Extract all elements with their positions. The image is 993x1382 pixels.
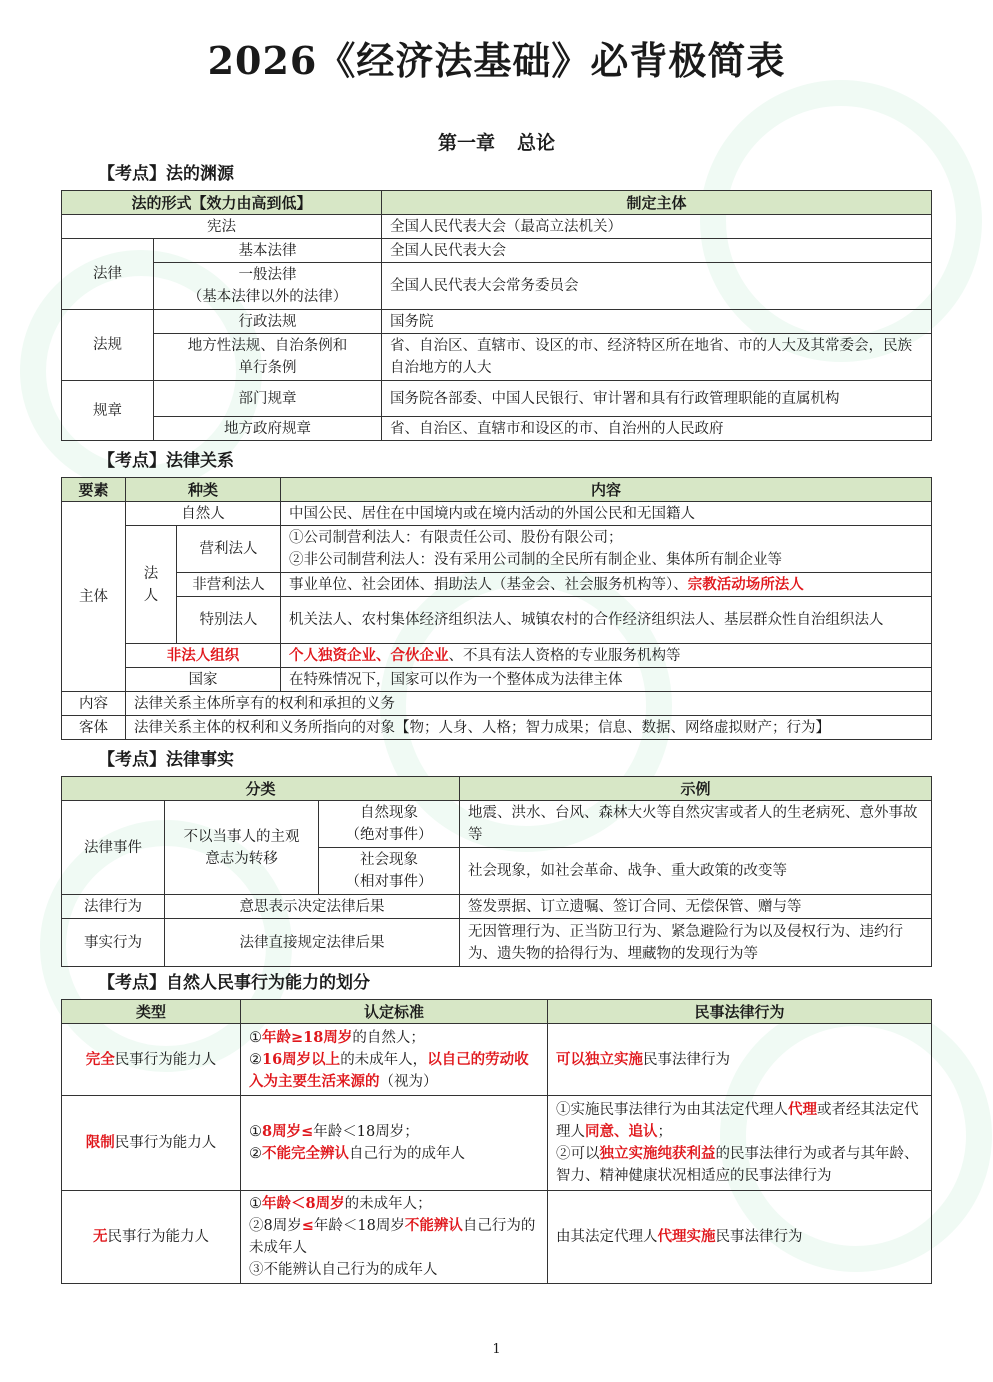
cell: 事实行为 — [62, 919, 165, 967]
cell: 全国人民代表大会常务委员会 — [382, 263, 932, 310]
cell: 客体 — [62, 716, 126, 740]
section-heading: 【考点】法的渊源 — [98, 164, 234, 184]
text: ① — [249, 1196, 262, 1212]
cell: 全国人民代表大会 — [382, 239, 932, 263]
cell: 营利法人 — [177, 526, 281, 573]
cell: 法律直接规定法律后果 — [165, 919, 460, 967]
cell: 在特殊情况下，国家可以作为一个整体成为法律主体 — [281, 668, 932, 692]
cell-line: 不以当事人的主观 — [183, 828, 300, 845]
cell — [165, 801, 319, 895]
highlight-text: 个人独资企业 — [289, 646, 377, 664]
highlight-text: 不能完全辨认 — [262, 1145, 349, 1162]
highlight-text: 16周岁以上 — [262, 1050, 341, 1068]
header-cell: 要素 — [62, 478, 126, 502]
text: ； — [657, 1124, 672, 1140]
highlight-text: 代理实施 — [657, 1228, 716, 1245]
table-row — [62, 895, 932, 919]
table-header-row — [62, 1000, 932, 1024]
cell: 全国人民代表大会（最高立法机关） — [382, 215, 932, 239]
header-cell: 认定标准 — [241, 1000, 548, 1024]
table-row — [62, 668, 932, 692]
text: ② — [249, 1146, 262, 1162]
table-row — [62, 1191, 932, 1284]
page-number: 1 — [492, 1342, 501, 1357]
cell-line — [249, 1049, 539, 1093]
cell: 中国公民、居住在中国境内或在境内活动的外国公民和无国籍人 — [281, 502, 932, 526]
cell-line: 单行条例 — [238, 360, 297, 376]
cell — [281, 526, 932, 573]
legal-relation-table — [61, 477, 932, 740]
cell: 省、自治区、直辖市、设区的市、经济特区所在地省、市的人大及其常委会，民族自治地方的人大 — [382, 334, 932, 381]
cell: 无因管理行为、正当防卫行为、紧急避险行为以及侵权行为、违约行为、遗失物的拾得行为、埋藏物的发现行为等 — [460, 919, 932, 967]
cell: 法律关系主体所享有的权利和承担的义务 — [126, 692, 932, 716]
cell: 基本法律 — [154, 239, 382, 263]
cell: 国家 — [126, 668, 281, 692]
cell: 意思表示决定法律后果 — [165, 895, 460, 919]
text: 由其法定代理人 — [556, 1229, 658, 1245]
table-row — [62, 502, 932, 526]
table-header-row — [62, 478, 932, 502]
table-row — [62, 417, 932, 441]
cell — [154, 334, 382, 381]
table-row — [62, 644, 932, 668]
cell-line — [249, 1215, 539, 1259]
highlight-text: 不能辨认 — [404, 1217, 463, 1234]
cell-line — [249, 1027, 539, 1049]
header-cell: 分类 — [62, 777, 460, 801]
table-row — [62, 573, 932, 597]
highlight-text: 年龄＜8周岁 — [262, 1195, 345, 1212]
cell-line: （相对事件） — [345, 874, 433, 890]
cell: 宪法 — [62, 215, 382, 239]
cell: 法律关系主体的权利和义务所指向的对象【物；人身、人格；智力成果；信息、数据、网络虚拟财产；行为】 — [126, 716, 932, 740]
table-row — [62, 381, 932, 417]
text: 民事行为能力人 — [114, 1135, 217, 1151]
chapter-heading — [0, 128, 993, 155]
text: 、不具有法人资格的专业服务机构等 — [448, 647, 681, 664]
header-cell: 类型 — [62, 1000, 241, 1024]
cell — [62, 1191, 241, 1284]
header-cell: 民事法律行为 — [548, 1000, 932, 1024]
header-cell: 制定主体 — [382, 191, 932, 215]
text: 的自然人； — [352, 1029, 425, 1046]
table-row — [62, 692, 932, 716]
cell: 国务院 — [382, 310, 932, 334]
table-row — [62, 597, 932, 644]
cell-line — [249, 1121, 539, 1143]
text: ② — [249, 1051, 262, 1068]
cell: 非营利法人 — [177, 573, 281, 597]
text: 年龄＜18周岁 — [313, 1218, 405, 1234]
cell-line: ①公司制营利法人：有限责任公司、股份有限公司； — [289, 530, 623, 546]
table-row — [62, 526, 932, 573]
cell: 内容 — [62, 692, 126, 716]
chapter-number: 第一章 — [437, 132, 495, 154]
cell: 法律行为 — [62, 895, 165, 919]
header-cell: 内容 — [281, 478, 932, 502]
cell: 行政法规 — [154, 310, 382, 334]
cell — [154, 263, 382, 310]
cell-line: （基本法律以外的法律） — [187, 289, 348, 305]
highlight-text: 代理 — [788, 1101, 817, 1118]
cell: 特别法人 — [177, 597, 281, 644]
cell: 省、自治区、直辖市和设区的市、自治州的人民政府 — [382, 417, 932, 441]
table-row — [62, 919, 932, 967]
page-title: 2026《经济法基础》必背极简表 — [207, 38, 786, 83]
cell-line — [556, 1143, 923, 1187]
cell — [548, 1191, 932, 1284]
text: ②可以 — [556, 1146, 600, 1162]
text: 自己行为的未成年人 — [249, 1218, 536, 1256]
highlight-text: 宗教活动场所法人 — [687, 575, 804, 593]
table-row — [62, 215, 932, 239]
law-sources-table — [61, 190, 932, 441]
table-row — [62, 239, 932, 263]
cell — [281, 573, 932, 597]
highlight-text: ≤ — [301, 1217, 314, 1234]
section-heading: 【考点】自然人民事行为能力的划分 — [98, 973, 370, 993]
cell: 部门规章 — [154, 381, 382, 417]
cell — [548, 1024, 932, 1096]
cell — [126, 526, 177, 644]
cell-line: ②非公司制营利法人：没有采用公司制的全民所有制企业、集体所有制企业等 — [289, 552, 783, 568]
cell: 机关法人、农村集体经济组织法人、城镇农村的合作经济组织法人、基层群众性自治组织法人 — [281, 597, 932, 644]
cell-line — [556, 1099, 923, 1143]
highlight-text: 、 — [376, 646, 391, 664]
section-heading: 【考点】法律事实 — [98, 750, 234, 770]
text: ①实施民事法律行为由其法定代理人 — [556, 1102, 788, 1118]
row-group-label: 法律事件 — [62, 801, 165, 895]
cell — [319, 801, 460, 848]
cell — [241, 1191, 548, 1284]
cell: 社会现象，如社会革命、战争、重大政策的改变等 — [460, 848, 932, 895]
legal-facts-table — [61, 776, 932, 967]
row-group-label: 法规 — [62, 310, 154, 381]
header-cell: 示例 — [460, 777, 932, 801]
header-cell: 法的形式【效力由高到低】 — [62, 191, 382, 215]
table-row — [62, 263, 932, 310]
text: 或者经其法定代理人 — [556, 1102, 919, 1140]
cell: 自然人 — [126, 502, 281, 526]
table-row — [62, 310, 932, 334]
highlight-text: 可以独立实施 — [556, 1050, 643, 1068]
cell-line: 自然现象 — [360, 805, 418, 821]
text: 事业单位、社会团体、捐助法人（基金会、社会服务机构等）、 — [289, 576, 688, 593]
table-header-row — [62, 777, 932, 801]
cell-line: 一般法律 — [238, 267, 297, 283]
cell — [62, 1024, 241, 1096]
row-group-label: 规章 — [62, 381, 154, 441]
cell: 签发票据、订立遗嘱、签订合同、无偿保管、赠与等 — [460, 895, 932, 919]
highlight-text: 同意、追认 — [585, 1123, 658, 1140]
highlight-text: 限制 — [85, 1134, 115, 1151]
highlight-text: 以自己的劳动收入为主要生活来源的 — [249, 1050, 529, 1090]
table-row — [62, 801, 932, 848]
text: ②8周岁 — [249, 1218, 302, 1234]
highlight-text: 完全 — [85, 1050, 115, 1068]
cell-line: ③不能辨认自己行为的成年人 — [249, 1262, 438, 1278]
text: 自己行为的成年人 — [349, 1146, 465, 1162]
text: 的民事法律行为或者与其年龄、智力、精神健康状况相适应的民事法律行为 — [556, 1146, 919, 1184]
cell: 非法人组织 — [126, 644, 281, 668]
cell-line: 地方性法规、自治条例和 — [187, 338, 348, 354]
table-row — [62, 1096, 932, 1191]
table-row — [62, 334, 932, 381]
section-heading: 【考点】法律关系 — [98, 451, 234, 471]
text: 民事法律行为 — [715, 1229, 803, 1245]
cell — [281, 644, 932, 668]
cell-line: 法 — [143, 565, 159, 582]
highlight-text: 8周岁≤ — [262, 1123, 314, 1140]
highlight-text: 无 — [93, 1228, 108, 1245]
text: （视为） — [379, 1073, 438, 1090]
table-header-row — [62, 191, 932, 215]
cell-line: （绝对事件） — [345, 827, 433, 843]
highlight-text: 年龄≥18周岁 — [262, 1028, 353, 1046]
cell-line — [249, 1143, 539, 1165]
text: 的未成年人； — [344, 1196, 432, 1212]
cell-line: 社会现象 — [360, 852, 418, 868]
chapter-name: 总论 — [517, 132, 556, 154]
header-cell: 种类 — [126, 478, 281, 502]
cell: 地方政府规章 — [154, 417, 382, 441]
text: ① — [249, 1029, 262, 1046]
table-row — [62, 716, 932, 740]
cell-line — [249, 1193, 539, 1215]
row-group-label: 法律 — [62, 239, 154, 310]
text: 民事行为能力人 — [107, 1229, 209, 1245]
cell — [62, 1096, 241, 1191]
text: ① — [249, 1124, 262, 1140]
civil-capacity-table — [61, 999, 932, 1284]
text: 年龄＜18周岁； — [313, 1124, 419, 1140]
cell — [241, 1024, 548, 1096]
cell-line: 人 — [143, 587, 159, 604]
cell-line: 意志为转移 — [205, 850, 278, 867]
cell: 国务院各部委、中国人民银行、审计署和具有行政管理职能的直属机构 — [382, 381, 932, 417]
cell: 地震、洪水、台风、森林大火等自然灾害或者人的生老病死、意外事故等 — [460, 801, 932, 848]
text: 民事法律行为 — [643, 1051, 730, 1068]
cell — [548, 1096, 932, 1191]
table-row — [62, 1024, 932, 1096]
cell — [319, 848, 460, 895]
text: 民事行为能力人 — [114, 1051, 217, 1068]
cell — [241, 1096, 548, 1191]
highlight-text: 合伙企业 — [390, 646, 449, 664]
highlight-text: 独立实施纯获利益 — [599, 1145, 716, 1162]
row-group-label: 主体 — [62, 502, 126, 692]
text: 的未成年人， — [340, 1051, 428, 1068]
